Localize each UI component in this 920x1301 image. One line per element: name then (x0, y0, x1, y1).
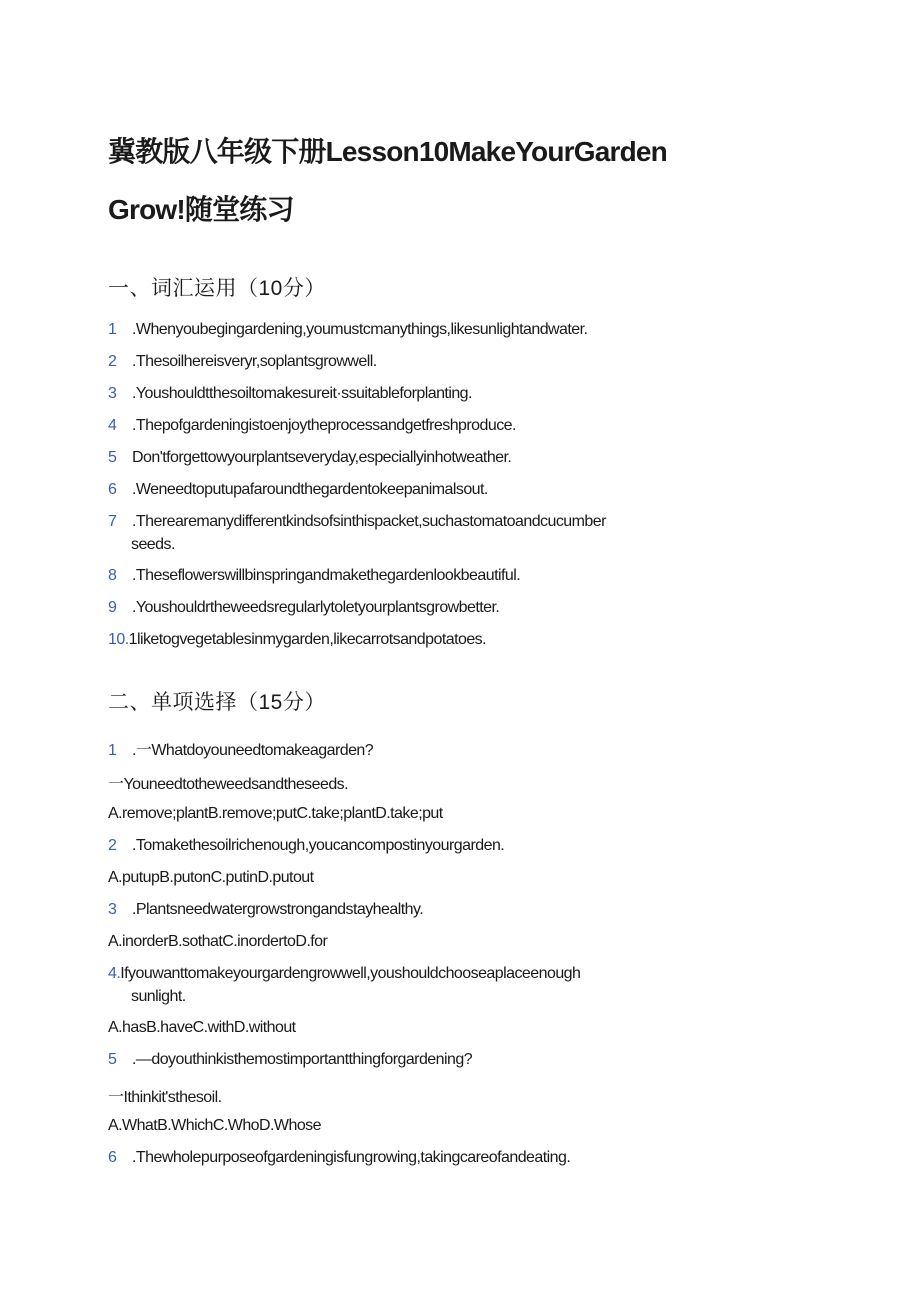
vocabulary-item-text: .Youshouldtthesoiltomakesureit·ssuitableforplanting. (132, 385, 472, 402)
section-2-heading: 二、单项选择（15分） (108, 691, 326, 714)
choice-item-text: 一Ithinkit'sthesoil. (108, 1089, 222, 1106)
vocabulary-item-text: .Youshouldrtheweedsregularlytoletyourplantsgrowbetter. (132, 599, 500, 616)
vocabulary-item-text: .Therearemanydifferentkindsofsinthispacket,suchastomatoandcucumber (132, 513, 606, 530)
vocabulary-item-text: .Theseflowerswillbinspringandmakethegardenlookbeautiful. (132, 567, 521, 584)
choice-item-number: 6 (108, 1149, 117, 1166)
choice-item-text: A.remove;plantB.remove;putC.take;plantD.take;put (108, 805, 443, 822)
choice-item-text: A.hasB.haveC.withD.without (108, 1019, 296, 1036)
document-title-line-2: Grow!随堂练习 (108, 194, 294, 225)
vocabulary-item-number: 7 (108, 513, 117, 530)
choice-item-text: .—doyouthinkisthemostimportantthingforgardening? (132, 1051, 473, 1068)
choice-item-text: Ifyouwanttomakeyourgardengrowwell,youshouldchooseaplaceenough (120, 965, 581, 982)
vocabulary-item-line (108, 513, 708, 531)
vocabulary-item-text: .Thesoilhereisveryr,soplantsgrowwell. (132, 353, 377, 370)
choice-item-number: 1 (108, 742, 117, 759)
choice-item-line (108, 805, 708, 823)
choice-item-text: A.putupB.putonC.putinD.putout (108, 869, 314, 886)
vocabulary-item-number: 10. (108, 631, 129, 648)
choice-item-text: 一Youneedtotheweedsandtheseeds. (108, 776, 349, 793)
vocabulary-item-line (108, 353, 708, 371)
vocabulary-item-line (108, 385, 708, 403)
choice-item-number: 5 (108, 1051, 117, 1068)
vocabulary-item-number: 5 (108, 449, 117, 466)
choice-item-line (108, 1117, 708, 1135)
choice-item-line (108, 1051, 708, 1069)
vocabulary-item-line (108, 631, 708, 649)
choice-item-text: .一Whatdoyouneedtomakeagarden? (132, 742, 374, 759)
vocabulary-item-text: .Weneedtoputupafaroundthegardentokeepanimalsout. (132, 481, 488, 498)
vocabulary-item-line (108, 321, 708, 339)
choice-item-line (108, 1019, 708, 1037)
choice-item-line (108, 933, 708, 951)
choice-item-number: 2 (108, 837, 117, 854)
choice-item-line (108, 869, 708, 887)
vocabulary-item-text: Don'tforgettowyourplantseveryday,especiallyinhotweather. (132, 449, 512, 466)
choice-item-line (108, 837, 708, 855)
vocabulary-item-number: 3 (108, 385, 117, 402)
vocabulary-item-line (108, 449, 708, 467)
vocabulary-item-line (108, 481, 708, 499)
vocabulary-item-text: 1liketogvegetablesinmygarden,likecarrotsandpotatoes. (128, 631, 487, 648)
choice-item-line (108, 901, 708, 919)
vocabulary-item-line (108, 599, 708, 617)
section-1-heading: 一、词汇运用（10分） (108, 277, 326, 300)
vocabulary-item-number: 6 (108, 481, 117, 498)
vocabulary-item-text: .Thepofgardeningistoenjoytheprocessandgetfreshproduce. (132, 417, 516, 434)
choice-item-text: .Thewholepurposeofgardeningisfungrowing,takingcareofandeating. (132, 1149, 571, 1166)
vocabulary-item-number: 9 (108, 599, 117, 616)
choice-item-line (108, 965, 708, 983)
choice-item-text: A.WhatB.WhichC.WhoD.Whose (108, 1117, 321, 1134)
choice-item-line (108, 1149, 708, 1167)
choice-item-continuation: sunlight. (131, 988, 186, 1005)
choice-item-text: .Tomakethesoilrichenough,youcancompostinyourgarden. (132, 837, 505, 854)
choice-item-number: 3 (108, 901, 117, 918)
choice-item-text: A.inorderB.sothatC.inordertoD.for (108, 933, 328, 950)
choice-item-line (108, 771, 708, 794)
vocabulary-item-line (108, 567, 708, 585)
document-title-line-1: 冀教版八年级下册Lesson10MakeYourGarden (108, 136, 667, 167)
vocabulary-item-text: .Whenyoubegingardening,youmustcmanythings,likesunlightandwater. (132, 321, 588, 338)
choice-item-text: .Plantsneedwatergrowstrongandstayhealthy. (132, 901, 424, 918)
choice-item-line (108, 1084, 708, 1107)
vocabulary-item-number: 2 (108, 353, 117, 370)
vocabulary-item-number: 1 (108, 321, 117, 338)
vocabulary-item-number: 4 (108, 417, 117, 434)
choice-item-line (108, 737, 708, 760)
vocabulary-item-number: 8 (108, 567, 117, 584)
choice-item-number: 4. (108, 965, 121, 982)
vocabulary-item-continuation: seeds. (131, 536, 175, 553)
vocabulary-item-line (108, 417, 708, 435)
